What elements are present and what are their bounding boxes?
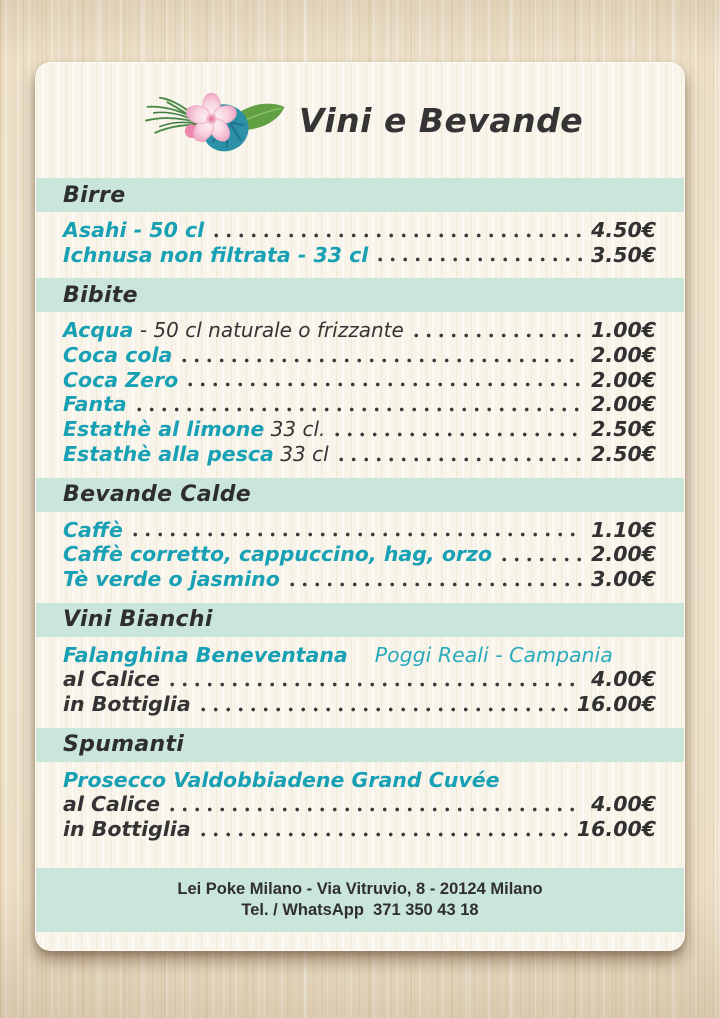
menu-item <box>63 817 656 842</box>
item-price: 2.50€ <box>591 417 656 442</box>
section-bibite <box>36 278 684 477</box>
section-title: Bibite <box>63 282 138 308</box>
dot-leader <box>170 681 582 688</box>
section-header-vini-bianchi <box>36 603 684 637</box>
section-header-bibite <box>36 278 684 312</box>
section-bevande-calde <box>36 478 684 603</box>
item-price: 16.00€ <box>576 691 656 716</box>
section-items <box>36 512 684 603</box>
dot-leader <box>201 706 568 713</box>
section-title: Birre <box>63 182 126 208</box>
item-price: 4.00€ <box>591 667 656 692</box>
menu-item <box>63 218 656 243</box>
menu-item <box>63 368 656 393</box>
item-name: Coca Zero <box>63 367 179 392</box>
tropical-flowers-icon <box>137 84 289 157</box>
section-birre <box>36 178 684 278</box>
dot-leader <box>133 531 582 538</box>
item-name: Caffè corretto, cappuccino, hag, orzo <box>63 542 493 567</box>
section-header-bevande-calde <box>36 478 684 512</box>
item-desc: 33 cl <box>273 441 329 466</box>
item-name: al Calice <box>63 667 160 692</box>
wine-name: Falanghina Beneventana <box>63 642 348 667</box>
item-name: Estathè alla pesca <box>63 441 274 466</box>
wine-producer: Poggi Reali - Campania <box>374 642 613 667</box>
dot-leader <box>502 556 582 563</box>
item-name: Estathè al limone <box>63 417 265 442</box>
menu-item <box>63 343 656 368</box>
section-vini-bianchi <box>36 603 684 728</box>
item-name: Ichnusa non filtrata - 33 cl <box>63 242 369 267</box>
section-header-spumanti <box>36 728 684 762</box>
item-name: in Bottiglia <box>63 817 191 841</box>
menu-item <box>63 792 656 817</box>
dot-leader <box>201 831 568 838</box>
section-items <box>36 212 684 278</box>
menu-item <box>63 442 656 467</box>
menu-card <box>35 62 685 951</box>
item-price: 3.00€ <box>591 566 656 591</box>
section-items <box>36 637 684 728</box>
item-name: Acqua <box>63 318 134 343</box>
wine-name-line <box>63 768 656 793</box>
item-price: 3.50€ <box>591 242 656 267</box>
item-price: 2.00€ <box>591 542 656 567</box>
item-price: 1.00€ <box>591 318 656 343</box>
section-header-birre <box>36 178 684 212</box>
wine-name: Prosecco Valdobbiadene Grand Cuvée <box>63 767 500 792</box>
item-name: Tè verde o jasmino <box>63 566 280 591</box>
menu-item <box>63 518 656 543</box>
section-title: Bevande Calde <box>63 482 251 507</box>
item-desc: - 50 cl naturale o frizzante <box>133 318 404 343</box>
section-items <box>36 762 684 853</box>
menu-item <box>63 318 656 343</box>
menu-item <box>63 692 656 717</box>
dot-leader <box>378 256 582 263</box>
dot-leader <box>214 232 582 239</box>
item-price: 2.00€ <box>591 343 656 368</box>
item-price: 1.10€ <box>591 517 656 542</box>
item-name: al Calice <box>63 792 160 817</box>
dot-leader <box>290 581 582 588</box>
menu-item <box>63 392 656 417</box>
section-title: Vini Bianchi <box>63 607 213 633</box>
item-name: Coca cola <box>63 343 173 368</box>
item-price: 2.00€ <box>591 367 656 392</box>
section-title: Spumanti <box>63 732 185 758</box>
footer-phone: Tel. / WhatsApp 371 350 43 18 <box>241 901 479 919</box>
item-price: 4.00€ <box>591 792 656 817</box>
menu-title: Vini e Bevande <box>298 101 584 140</box>
menu-item <box>63 243 656 268</box>
footer-band <box>36 868 684 932</box>
item-name: Fanta <box>63 392 127 417</box>
menu-header <box>36 63 684 178</box>
dot-leader <box>339 456 583 463</box>
footer-address: Lei Poke Milano - Via Vitruvio, 8 - 20124 Milano <box>177 880 543 898</box>
dot-leader <box>137 406 582 413</box>
wine-name-line <box>63 643 656 668</box>
item-price: 2.00€ <box>591 392 656 417</box>
item-name: Caffè <box>63 517 123 542</box>
menu-item <box>63 667 656 692</box>
dot-leader <box>188 381 582 388</box>
item-price: 4.50€ <box>591 218 656 242</box>
dot-leader <box>414 332 582 339</box>
dot-leader <box>182 357 582 364</box>
item-name: in Bottiglia <box>63 691 191 716</box>
menu-item <box>63 417 656 442</box>
item-desc: 33 cl. <box>264 417 326 442</box>
item-name: Asahi - 50 cl <box>63 218 205 242</box>
section-spumanti <box>36 728 684 853</box>
menu-item <box>63 542 656 567</box>
item-price: 16.00€ <box>576 817 656 841</box>
section-items <box>36 312 684 477</box>
dot-leader <box>335 431 582 438</box>
dot-leader <box>170 806 582 813</box>
item-price: 2.50€ <box>591 441 656 466</box>
menu-item <box>63 567 656 592</box>
